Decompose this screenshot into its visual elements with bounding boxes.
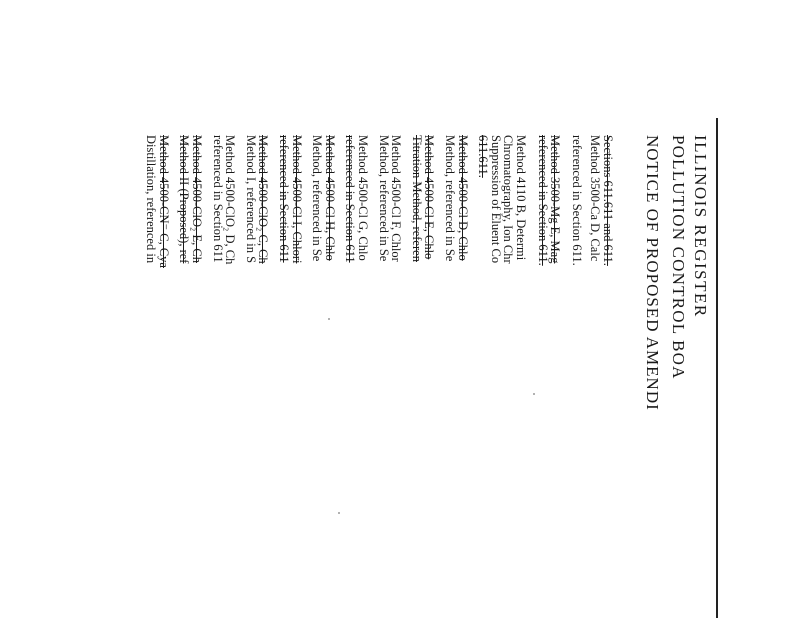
body-text-line: referenced in Section 611 [210, 135, 225, 263]
header-rule [716, 118, 718, 618]
body-text-line: Method 3500-Ca D, Calc [588, 135, 603, 262]
body-text-line: Method 4500-ClO₂ C, Ch [256, 135, 271, 264]
body-text-line: Chromatography, Ion Chr [501, 135, 516, 264]
body-text-line: Method 4500-CN⁻ C, Cya [156, 135, 171, 268]
body-text-line: referenced in Section 611. [535, 135, 550, 266]
header-notice-title: NOTICE OF PROPOSED AMENDI [643, 135, 662, 411]
body-text-line: referenced in Section 611 [343, 135, 358, 263]
header-board-name: POLLUTION CONTROL BOA [669, 135, 688, 380]
body-text-line: Method 4500-ClO₂ E, Ch [190, 135, 204, 263]
body-text-line: Method 4500-Cl F, Chlor [389, 135, 404, 262]
body-text-line: Distillation, referenced in [144, 135, 159, 264]
body-text-line: Sections 611.611 and 611. [601, 135, 615, 266]
body-text-line: Method, referenced in Se [376, 135, 391, 262]
body-text-line: Method 4500-Cl G, Chlo [356, 135, 370, 261]
body-text-line: Method 3500-Mg E, Mag [548, 135, 563, 264]
body-text-line: Titration Method, referen [409, 135, 424, 262]
body-text-line: Method, referenced in Se [443, 135, 457, 262]
body-text-line: Method 4500-Cl D, Chlo [455, 135, 470, 261]
body-text-line: Method 4500-Cl H, Chlo [322, 135, 337, 261]
body-text-line: Suppression of Eluent Co [488, 135, 503, 264]
scan-speck [328, 318, 330, 320]
body-text-line: Method 4110 B, Determi [514, 135, 528, 261]
body-text-line: Method II (Proposed), ref [177, 135, 192, 264]
body-text-line: Method 4500-Cl E, Chlo [422, 135, 437, 260]
body-text-line: Method I, referenced in S [243, 135, 258, 264]
scan-speck [338, 512, 340, 514]
scan-speck [533, 393, 535, 395]
rotated-page-content [0, 135, 716, 618]
body-text-line: referenced in Section 611. [569, 135, 584, 266]
body-text-line: Method 4500-ClO₂ D, Ch [223, 135, 238, 265]
header-register-title: ILLINOIS REGISTER [691, 135, 710, 318]
body-text-line: Method 4500-Cl I, Chlori [289, 135, 304, 264]
body-text-line: Method, referenced in Se [310, 135, 325, 262]
body-text-line: 611.611. [476, 135, 491, 178]
body-text-line: referenced in Section 611 [277, 135, 291, 263]
